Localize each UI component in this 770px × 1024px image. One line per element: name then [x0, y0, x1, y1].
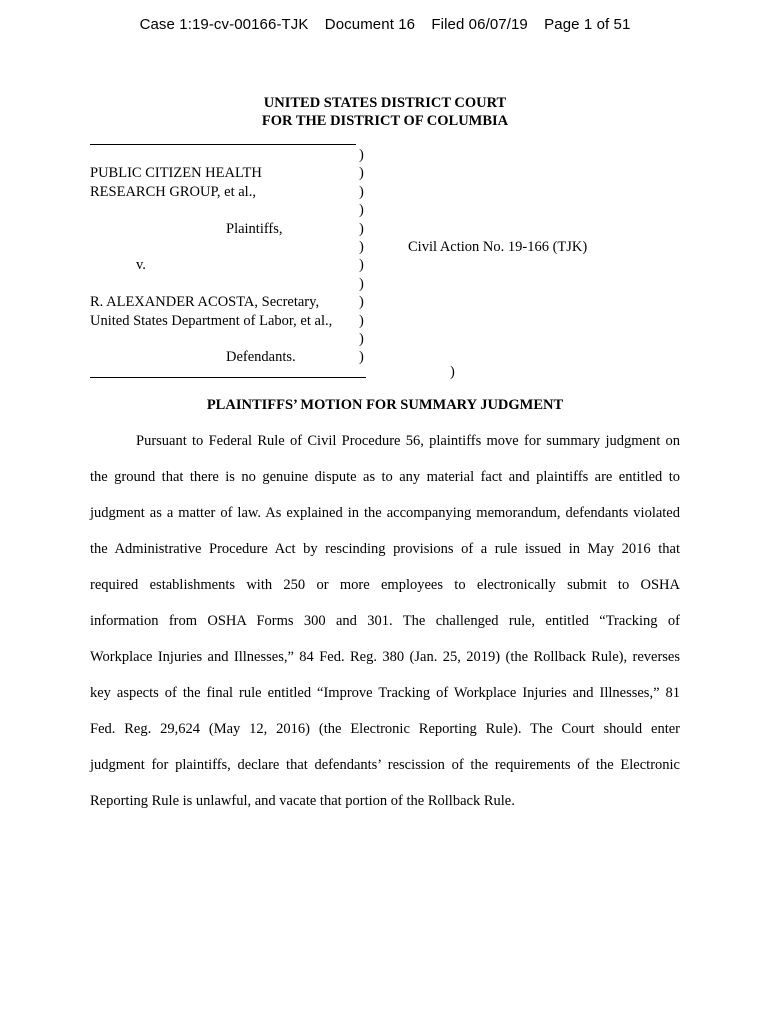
caption-line: [90, 164, 650, 182]
caption-line: [90, 330, 650, 348]
caption-line: [90, 293, 650, 311]
body-text-line: Reporting Rule is unlawful, and vacate that portion of the Rollback Rule.: [90, 793, 515, 809]
caption-defendants-label: Defendants.: [226, 349, 296, 366]
court-district: FOR THE DISTRICT OF COLUMBIA: [261, 113, 509, 129]
caption-paren: ): [359, 331, 364, 347]
page-number: Page 1 of 51: [544, 16, 631, 33]
body-text-line: judgment for plaintiffs, declare that defendants’ rescission of the requirements of the Electronic: [90, 757, 680, 773]
caption-line: [90, 201, 650, 219]
civil-action-number: Civil Action No. 19-166 (TJK): [408, 239, 588, 255]
caption-party-text: RESEARCH GROUP, et al.,: [90, 183, 256, 200]
caption-line: [90, 312, 650, 330]
caption-party-text: United States Department of Labor, et al.,: [90, 312, 333, 329]
caption-line: [90, 183, 650, 201]
caption-line: [90, 363, 650, 381]
caption-paren: ): [359, 349, 364, 366]
caption-line: [90, 220, 650, 238]
filed-date: Filed 06/07/19: [431, 16, 528, 33]
caption-paren: ): [359, 312, 364, 329]
caption-party-text: PUBLIC CITIZEN HEALTH: [90, 165, 262, 182]
body-text-line: Pursuant to Federal Rule of Civil Procedure 56, plaintiffs move for summary judgment on: [136, 433, 680, 449]
body-text-line: the ground that there is no genuine dispute as to any material fact and plaintiffs are entitled to: [90, 469, 680, 485]
caption-paren: ): [359, 147, 364, 163]
body-text-line: judgment as a matter of law. As explained in the accompanying memorandum, defendants violated: [90, 505, 680, 521]
body-text-line: Fed. Reg. 29,624 (May 12, 2016) (the Electronic Reporting Rule). The Court should enter: [90, 721, 680, 737]
caption-line: [90, 256, 650, 274]
body-text-line: key aspects of the final rule entitled “Improve Tracking of Workplace Injuries and Illnesses,” 81: [90, 685, 680, 701]
caption-paren: ): [359, 183, 364, 200]
caption-bottom-rule: [90, 377, 366, 378]
body-text-line: required establishments with 250 or more employees to electronically submit to OSHA: [90, 577, 680, 593]
caption-paren: ): [359, 220, 364, 237]
ecf-header: [0, 16, 770, 33]
body-text-line: information from OSHA Forms 300 and 301. The challenged rule, entitled “Tracking of: [90, 613, 680, 629]
caption-paren: ): [359, 275, 364, 292]
motion-title: PLAINTIFFS’ MOTION FOR SUMMARY JUDGMENT: [206, 397, 564, 413]
body-text-line: Workplace Injuries and Illnesses,” 84 Fed. Reg. 380 (Jan. 25, 2019) (the Rollback Rule), reverses: [90, 649, 680, 665]
caption-line: [90, 238, 650, 256]
caption-paren: ): [359, 294, 364, 311]
body-text-line: the Administrative Procedure Act by rescinding provisions of a rule issued in May 2016 that: [90, 541, 680, 557]
caption-paren: ): [359, 165, 364, 182]
case-number: Case 1:19-cv-00166-TJK: [139, 16, 309, 33]
caption-paren: ): [359, 239, 364, 255]
caption-paren: ): [450, 364, 455, 380]
caption-top-rule: [90, 144, 356, 145]
caption-party-text: R. ALEXANDER ACOSTA, Secretary,: [90, 294, 320, 311]
court-name: UNITED STATES DISTRICT COURT: [263, 95, 507, 111]
court-heading: [0, 94, 770, 130]
document-number: Document 16: [324, 16, 416, 33]
caption-versus: v.: [136, 257, 146, 274]
caption-paren: ): [359, 202, 364, 219]
caption-plaintiffs-label: Plaintiffs,: [226, 220, 283, 237]
caption-paren: ): [359, 257, 364, 274]
caption-line: [90, 146, 650, 164]
caption-line: [90, 275, 650, 293]
